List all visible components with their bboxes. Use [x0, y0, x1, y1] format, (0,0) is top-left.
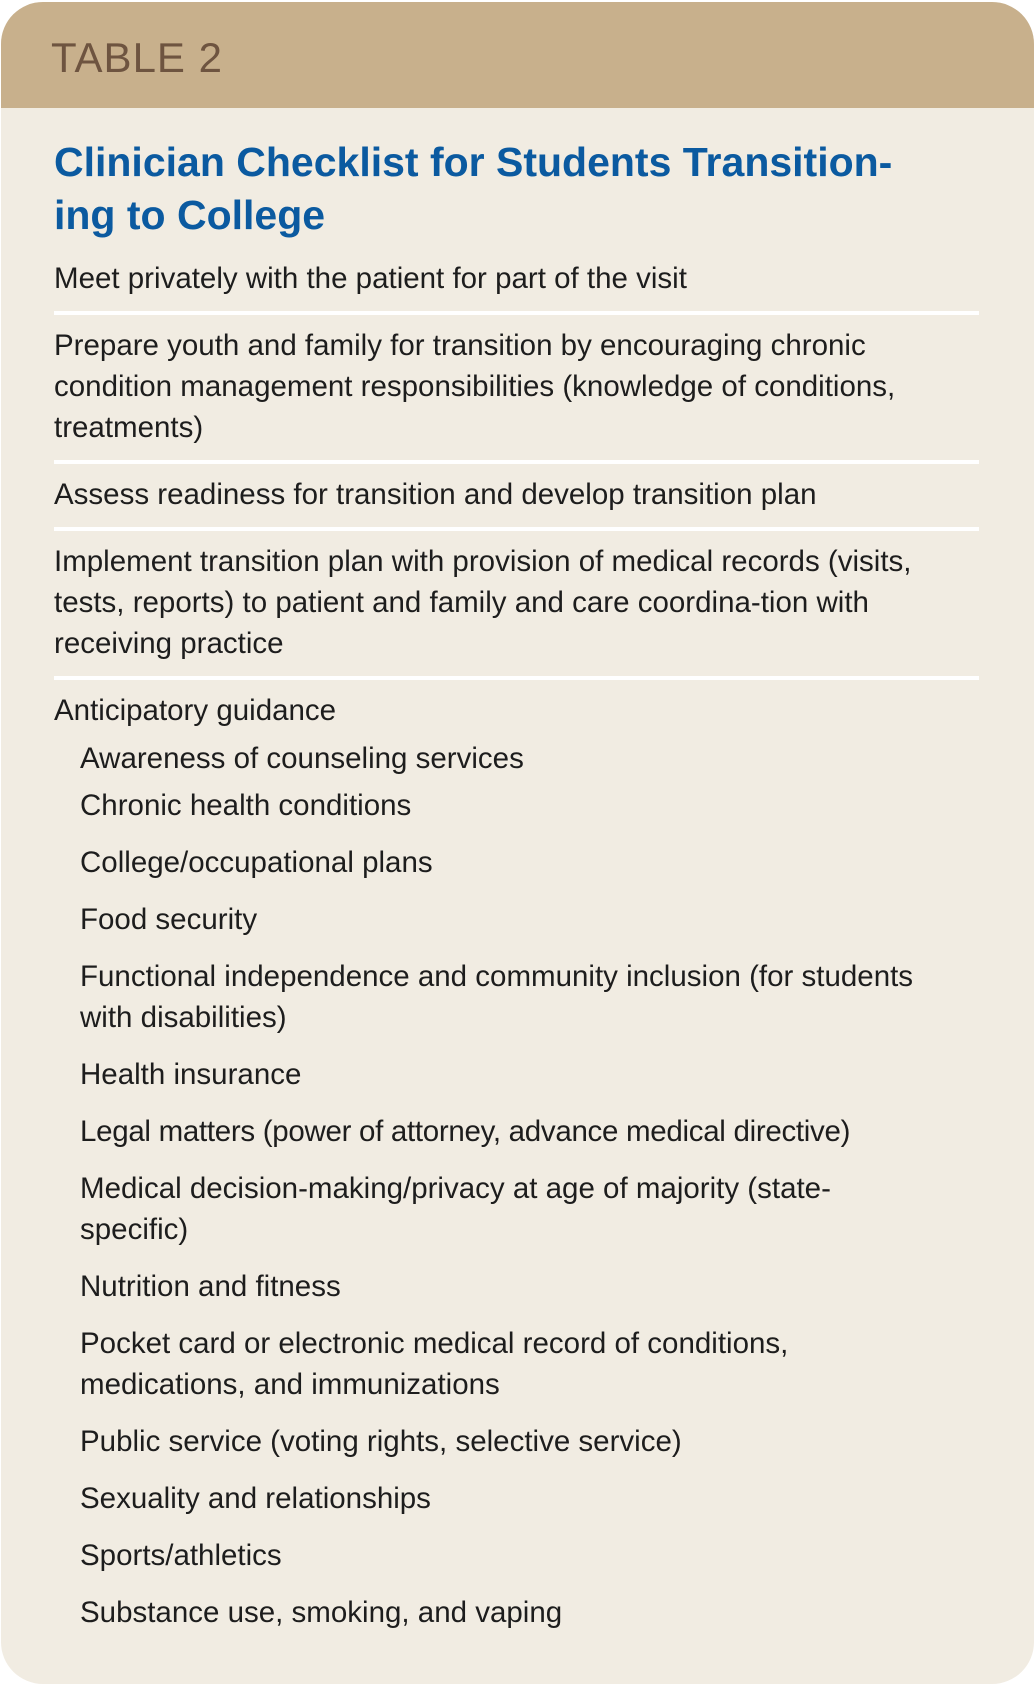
list-item: Substance use, smoking, and vaping [80, 1596, 563, 1629]
list-item: Medical decision-making/privacy at age of majority (state-specific) [80, 1172, 831, 1246]
checklist-row: Assess readiness for transition and develop transition plan [54, 464, 979, 531]
checklist-row: Implement transition plan with provision of medical records (visits, tests, reports) to patient and family and care coordina-tion with receiving practice [54, 531, 979, 680]
section-heading: Anticipatory guidance [54, 694, 337, 727]
table-label: TABLE 2 [51, 34, 223, 81]
list-item: Pocket card or electronic medical record of conditions, medications, and immunizations [80, 1327, 789, 1401]
table-title [54, 136, 982, 242]
guidance-list [54, 738, 979, 1633]
list-item: Awareness of counseling services [80, 742, 524, 775]
list-item: Food security [80, 903, 258, 936]
table-header-band [1, 2, 1034, 108]
list-item: Public service (voting rights, selective service) [80, 1425, 682, 1458]
list-item: Legal matters (power of attorney, advance medical directive) [80, 1115, 851, 1148]
table-card [1, 2, 1034, 1684]
list-item: Functional independence and community inclusion (for students with disabilities) [80, 960, 914, 1034]
checklist [54, 256, 979, 1661]
table-title-line: Clinician Checklist for Students Transition- [54, 139, 893, 185]
list-item: College/occupational plans [80, 846, 433, 879]
anticipatory-guidance-section [54, 680, 979, 1661]
checklist-row: Meet privately with the patient for part of the visit [54, 256, 979, 315]
list-item: Sexuality and relationships [80, 1482, 431, 1515]
checklist-row: Prepare youth and family for transition by encouraging chronic condition management responsibilities (knowledge of conditions, treatments) [54, 315, 979, 464]
table-title-line: ing to College [54, 192, 326, 238]
list-item: Nutrition and fitness [80, 1270, 341, 1303]
list-item: Sports/athletics [80, 1539, 282, 1572]
list-item: Health insurance [80, 1058, 302, 1091]
list-item: Chronic health conditions [80, 789, 412, 822]
